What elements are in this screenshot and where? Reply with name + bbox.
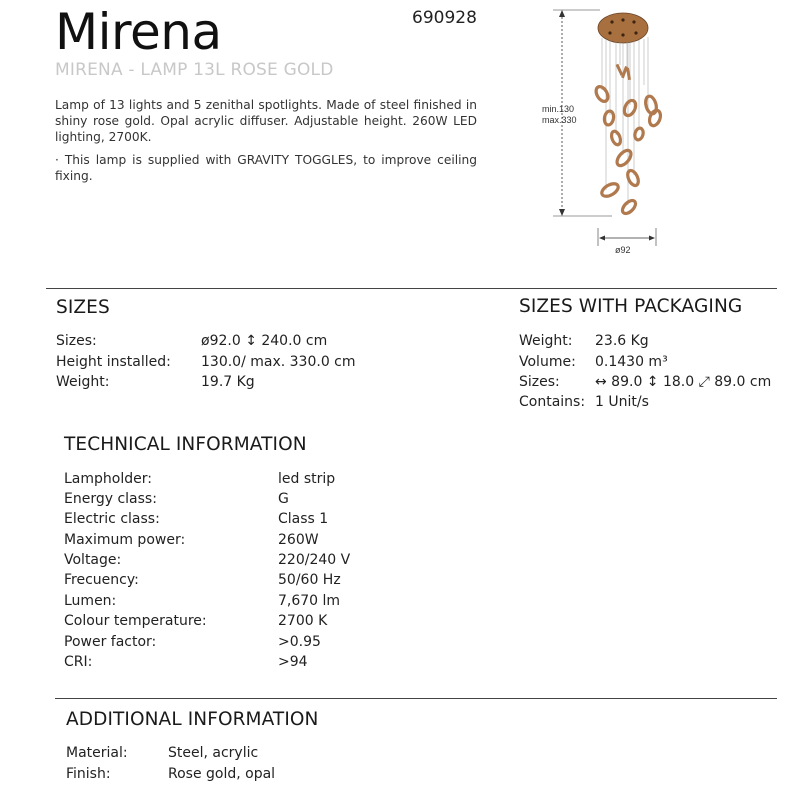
description-paragraph: · This lamp is supplied with GRAVITY TOGGLES, to improve ceiling fixing. [55,153,477,183]
section-divider [55,698,777,699]
packaging-section-title: SIZES WITH PACKAGING [519,296,743,317]
technical-value: >0.95 [278,634,321,650]
section-divider [46,288,777,289]
additional-label: Material: [66,745,128,761]
ceiling-canopy [598,13,648,43]
height-arrow-top [559,10,565,17]
technical-value: 7,670 lm [278,593,341,609]
sizes-value: 130.0/ max. 330.0 cm [201,354,356,370]
technical-label: CRI: [64,654,93,670]
technical-label: Lampholder: [64,471,152,487]
additional-value: Rose gold, opal [168,766,276,782]
sizes-label: Sizes: [56,333,97,349]
product-reference: 690928 [412,8,477,28]
height-label-min: min.130 [542,104,575,114]
packaging-value: 23.6 Kg [595,333,649,349]
technical-label: Electric class: [64,511,160,527]
technical-value: 260W [278,532,319,548]
product-title: Mirena [55,3,222,61]
technical-label: Voltage: [64,552,122,568]
height-label-max: max.330 [542,115,577,125]
product-description [55,97,477,191]
additional-value: Steel, acrylic [168,745,259,761]
technical-label: Power factor: [64,634,157,650]
technical-value: 50/60 Hz [278,572,341,588]
packaging-label: Volume: [519,354,576,370]
technical-label: Energy class: [64,491,157,507]
technical-label: Lumen: [64,593,117,609]
sizes-label: Weight: [56,374,110,390]
packaging-label: Contains: [519,394,586,410]
technical-value: >94 [278,654,308,670]
sizes-section-title: SIZES [56,297,110,318]
sizes-label: Height installed: [56,354,171,370]
technical-section-title: TECHNICAL INFORMATION [64,434,307,455]
technical-label: Maximum power: [64,532,186,548]
sizes-value: ø92.0 ↕ 240.0 cm [201,333,328,349]
sizes-value: 19.7 Kg [201,374,255,390]
packaging-label: Weight: [519,333,573,349]
suspension-cables [602,37,648,205]
product-subtitle: MIRENA - LAMP 13L ROSE GOLD [55,60,334,80]
description-paragraph: Lamp of 13 lights and 5 zenithal spotlights. Made of steel finished in shiny rose gold. Opal acrylic diffuser. Adjustable height. 260W LED lighting, 2700K. [55,98,477,144]
technical-value: 2700 K [278,613,328,629]
zenithal-spotlights [616,64,631,80]
technical-value: led strip [278,471,336,487]
packaging-value: ↔ 89.0 ↕ 18.0 ⤢ 89.0 cm [595,374,772,390]
technical-value: Class 1 [278,511,329,527]
technical-label: Colour temperature: [64,613,207,629]
height-arrow-bottom [559,209,565,216]
packaging-value: 1 Unit/s [595,394,649,410]
packaging-label: Sizes: [519,374,560,390]
additional-section-title: ADDITIONAL INFORMATION [66,709,319,730]
diameter-label: ø92 [615,245,631,255]
lamp-dimension-drawing [520,0,730,265]
additional-label: Finish: [66,766,111,782]
technical-value: G [278,491,289,507]
technical-label: Frecuency: [64,572,139,588]
technical-value: 220/240 V [278,552,351,568]
packaging-value: 0.1430 m³ [595,354,668,370]
